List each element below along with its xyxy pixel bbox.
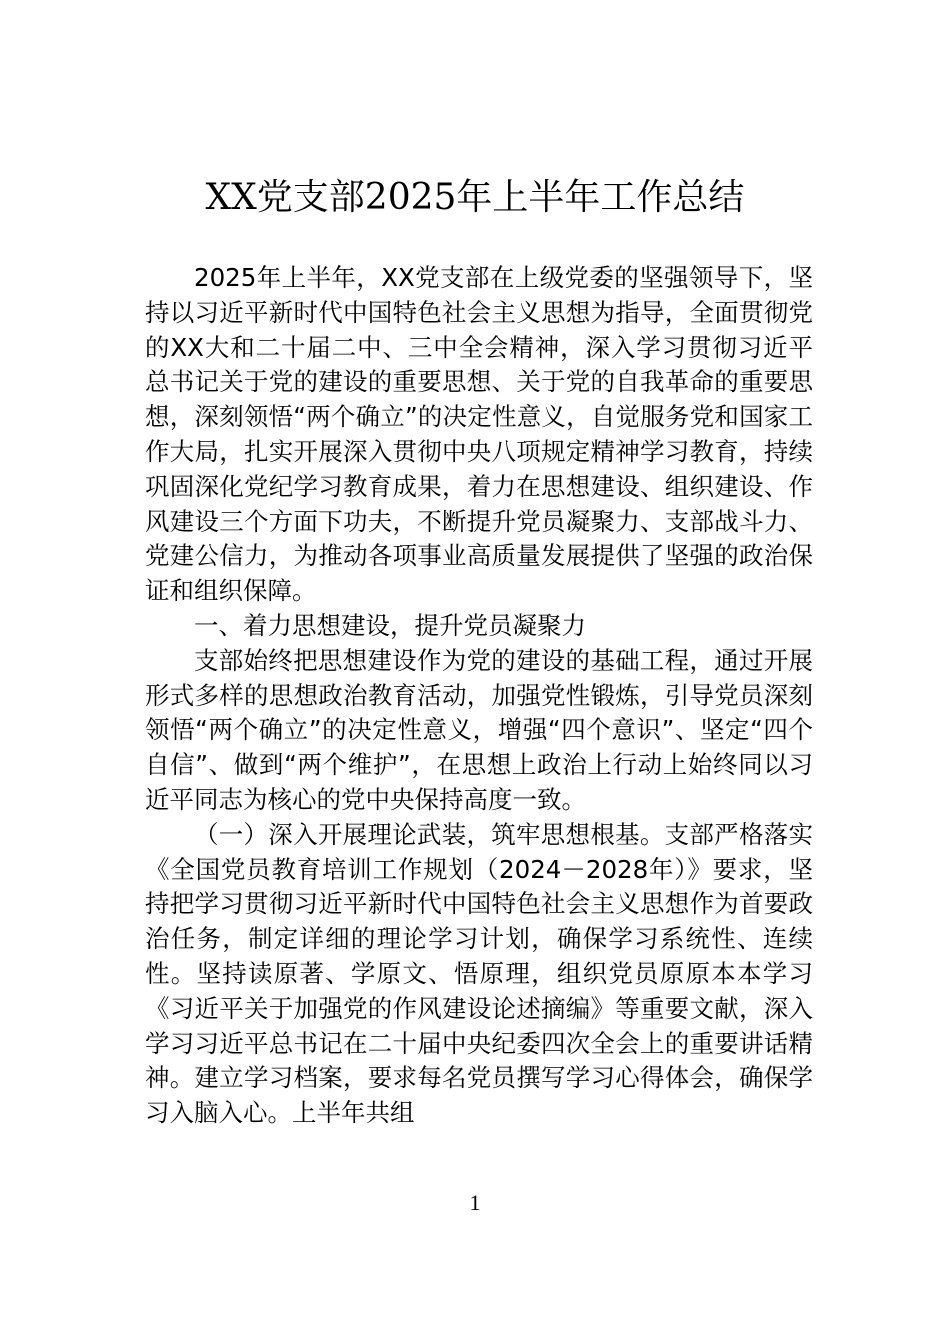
intro-paragraph: 2025年上半年，XX党支部在上级党委的坚强领导下，坚持以习近平新时代中国特色社会主义思想为指导，全面贯彻党的XX大和二十届二中、三中全会精神，深入学习贯彻习近平总书记关于党的建设的重要思想、关于党的自我革命的重要思想，深刻领悟“两个确立”的决定性意义，自觉服务党和国家工作大局，扎实开展深入贯彻中央八项规定精神学习教育，持续巩固深化党纪学习教育成果，着力在思想建设、组织建设、作风建设三个方面下功夫，不断提升党员凝聚力、支部战斗力、党建公信力，为推动各项事业高质量发展提供了坚强的政治保证和组织保障。 xyxy=(145,263,813,606)
section-1-paragraph: 支部始终把思想建设作为党的建设的基础工程，通过开展形式多样的思想政治教育活动，加强党性锻炼，引导党员深刻领悟“两个确立”的决定性意义，增强“四个意识”、坚定“四个自信”、做到“两个维护”，在思想上政治上行动上始终同以习近平同志为核心的党中央保持高度一致。 xyxy=(145,645,813,814)
page-number: 1 xyxy=(469,1190,481,1215)
document-title: XX党支部2025年上半年工作总结 xyxy=(205,177,745,218)
section-heading-1: 一、着力思想建设，提升党员凝聚力 xyxy=(194,610,586,640)
document-body xyxy=(145,261,813,1131)
subsection-1-paragraph: （一）深入开展理论武装，筑牢思想根基。支部严格落实《全国党员教育培训工作规划（2024－2028年）》要求，坚持把学习贯彻习近平新时代中国特色社会主义思想作为首要政治任务，制定详细的理论学习计划，确保学习系统性、连续性。坚持读原著、学原文、悟原理，组织党员原原本本学习《习近平关于加强党的作风建设论述摘编》等重要文献，深入学习习近平总书记在二十届中央纪委四次全会上的重要讲话精神。建立学习档案，要求每名党员撰写学习心得体会，确保学习入脑入心。上半年共组 xyxy=(145,819,813,1128)
